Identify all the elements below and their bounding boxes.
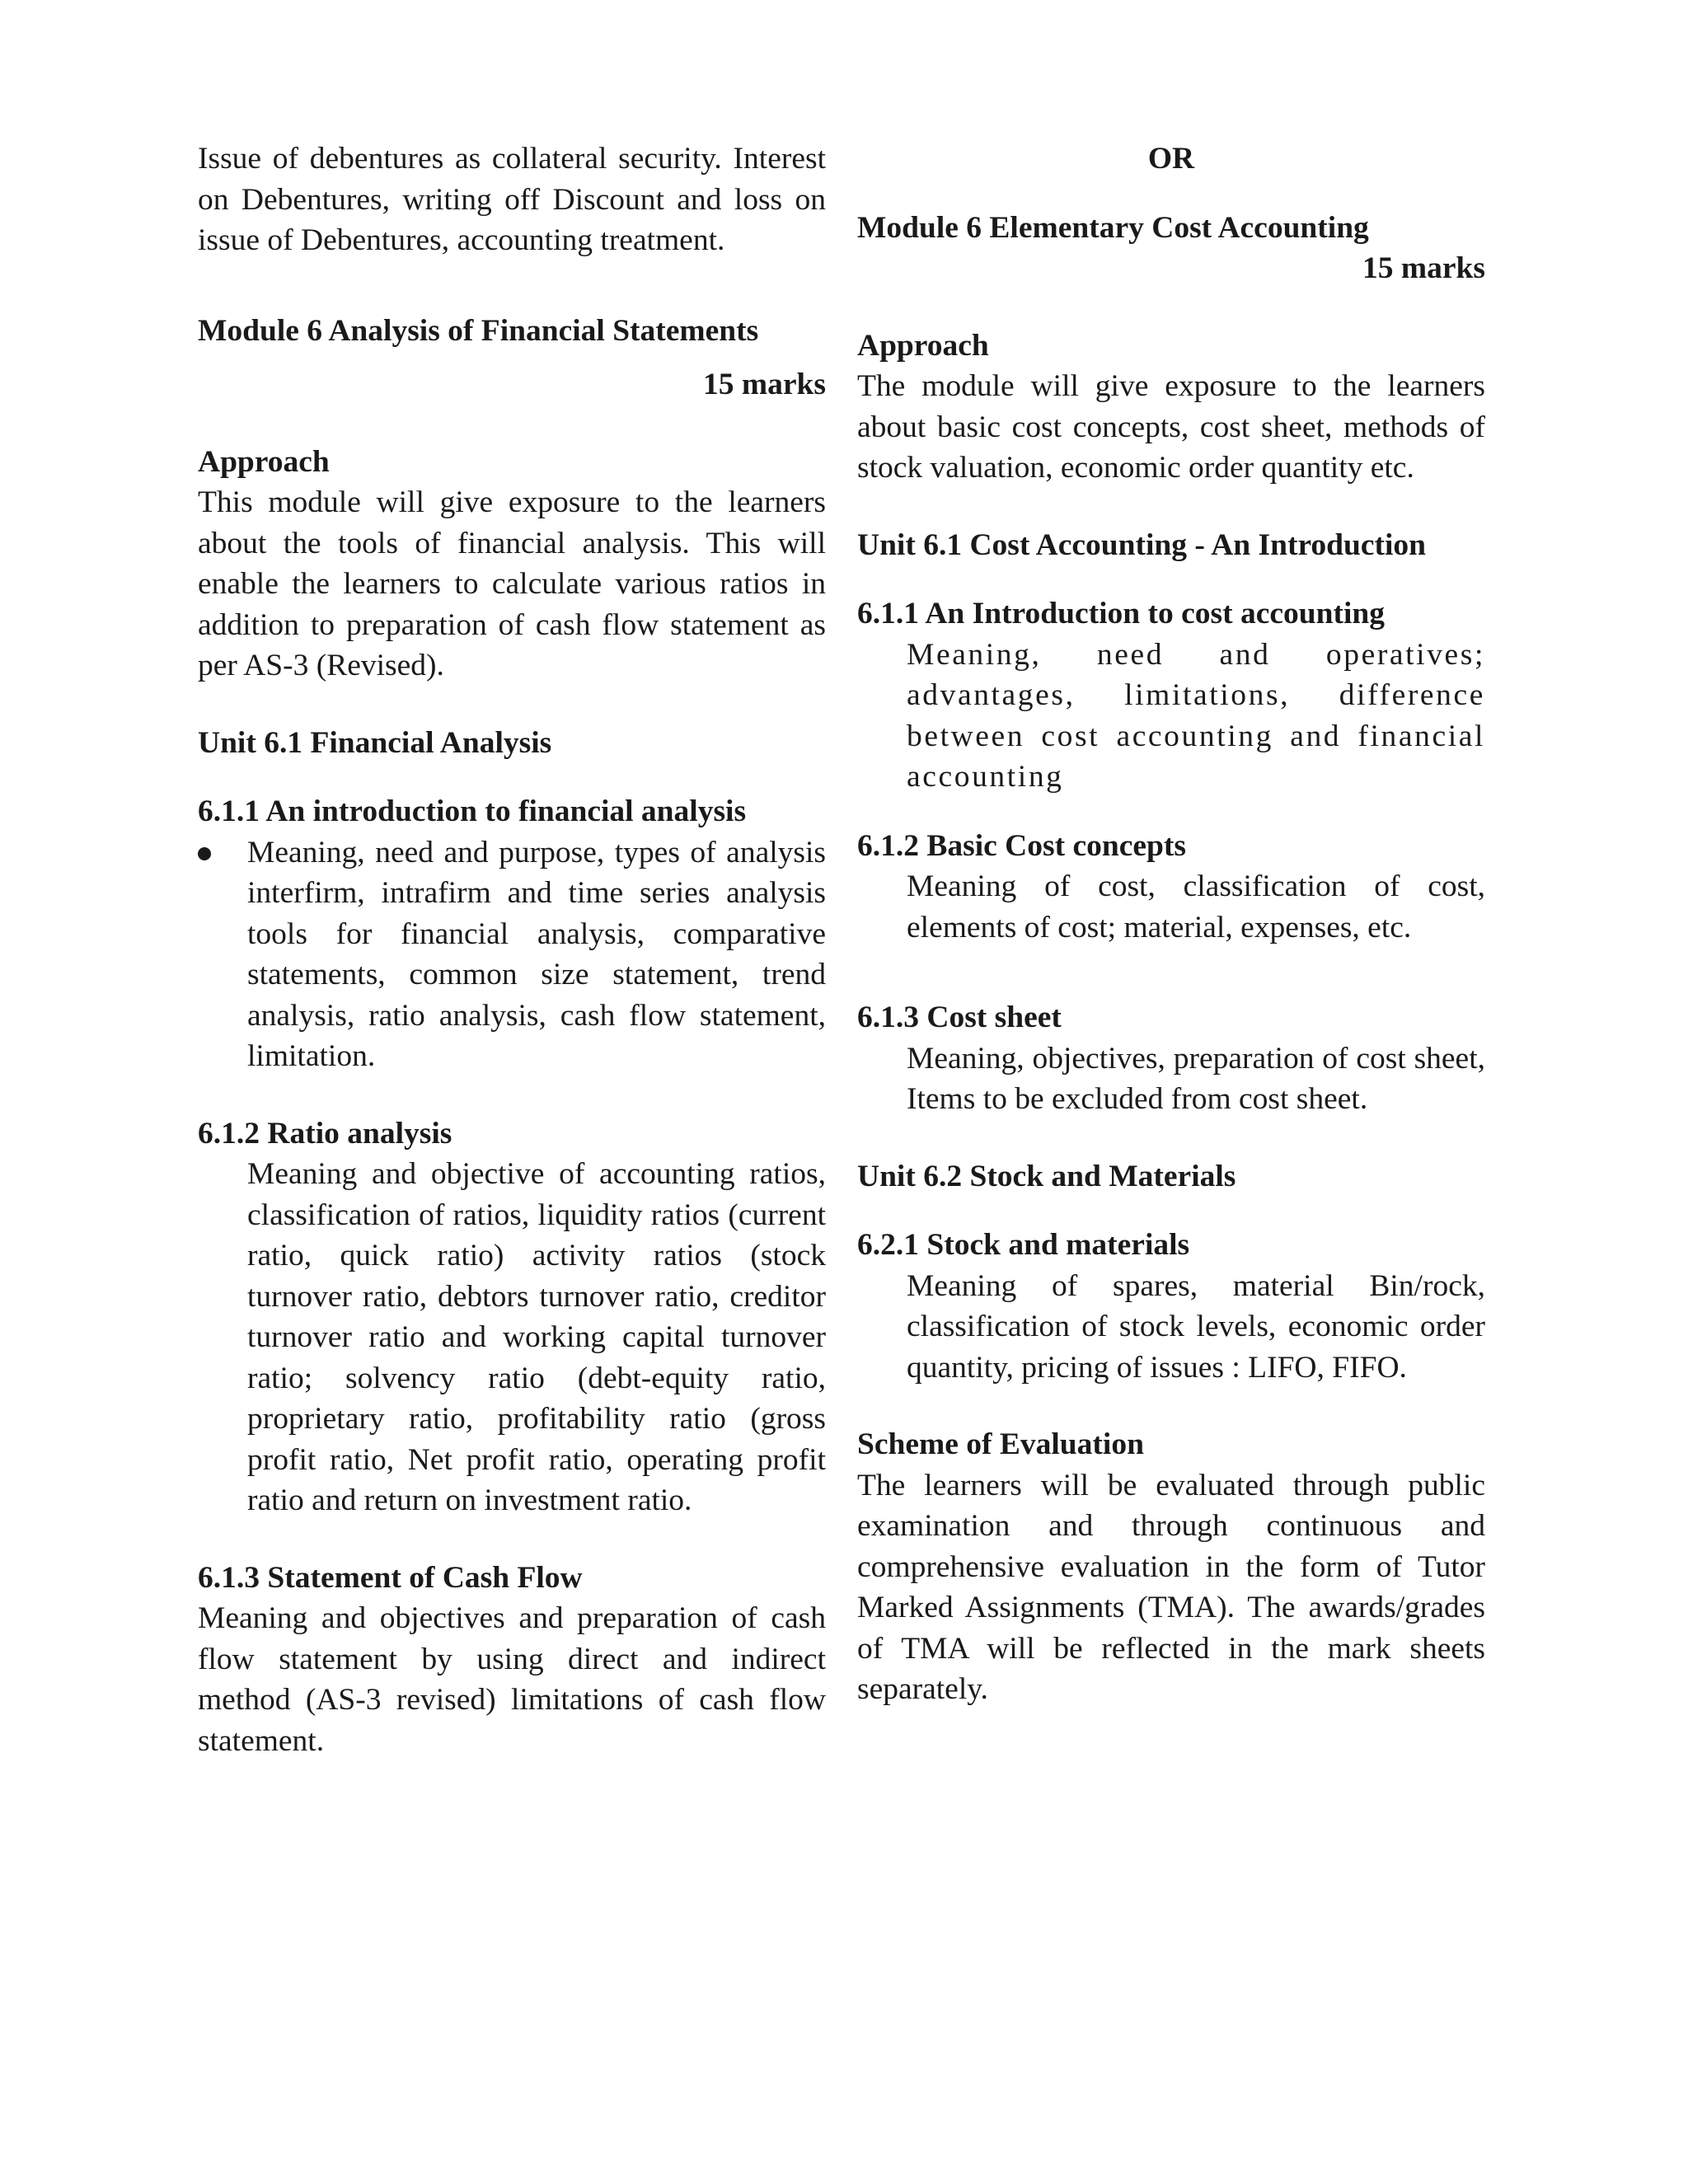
section-6-1-1-heading: 6.1.1 An introduction to financial analysis: [198, 794, 747, 828]
or-label: OR: [1147, 142, 1195, 176]
module-marks: 15 marks: [1362, 251, 1485, 285]
module-title-financial-statements: Module 6 Analysis of Financial Statements: [198, 313, 759, 348]
section-6-1-2-paragraph: Meaning and objective of accounting ratios, classification of ratios, liquidity ratios (current ratio, quick ratio) activity ratios (stock turnover ratio, debtors turnover ratio, creditor turnover ratio and working capital turnover ratio; solvency ratio (debt-equity ratio, proprietary ratio, profitability ratio (gross profit ratio, Net profit ratio, operating profit ratio and return on investment ratio.: [247, 1157, 826, 1517]
section-6-1-2-paragraph: Meaning of cost, classification of cost, elements of cost; material, expenses, etc.: [907, 869, 1485, 944]
module-marks: 15 marks: [703, 368, 826, 401]
approach-paragraph: The module will give exposure to the learners about basic cost concepts, cost sheet, methods of stock valuation, economic order quantity etc.: [857, 369, 1485, 485]
intro-paragraph: Issue of debentures as collateral security. Interest on Debentures, writing off Discount and loss on issue of Debentures, accounting treatment.: [198, 142, 826, 257]
section-6-1-1-heading: 6.1.1 An Introduction to cost accounting: [857, 597, 1385, 630]
section-6-1-3-heading: 6.1.3 Cost sheet: [857, 1001, 1062, 1034]
unit-heading-financial-analysis: Unit 6.1 Financial Analysis: [198, 725, 552, 760]
approach-heading: Approach: [857, 328, 989, 363]
module-title-cost-accounting: Module 6 Elementary Cost Accounting: [857, 210, 1369, 245]
unit-heading-stock-materials: Unit 6.2 Stock and Materials: [857, 1159, 1236, 1193]
section-6-2-1-paragraph: Meaning of spares, material Bin/rock, classification of stock levels, economic order quantity, pricing of issues : LIFO, FIFO.: [907, 1268, 1485, 1385]
section-6-1-3-heading: 6.1.3 Statement of Cash Flow: [198, 1560, 583, 1595]
section-6-1-2-heading: 6.1.2 Basic Cost concepts: [857, 828, 1186, 863]
bullet-text: Meaning, need and purpose, types of analysis interfirm, intrafirm and time series analysis tools for financial analysis, comparative statements, common size statement, trend analysis, ratio analysis, cash flow statement, limitation.: [247, 835, 826, 1073]
section-6-2-1-heading: 6.2.1 Stock and materials: [857, 1228, 1190, 1262]
section-6-1-3-paragraph: Meaning and objectives and preparation of cash flow statement by using direct and indirect method (AS-3 revised) limitations of cash flow statement.: [198, 1601, 826, 1758]
section-6-1-1-list: [198, 832, 826, 1077]
left-column: [198, 138, 826, 1761]
bullet-icon: [198, 847, 211, 860]
right-column: [857, 138, 1485, 1710]
scheme-paragraph: The learners will be evaluated through public examination and through continuous and comprehensive evaluation in the form of Tutor Marked Assignments (TMA). The awards/grades of TMA will be reflected in the mark sheets separately.: [857, 1468, 1485, 1706]
section-6-1-1-paragraph: Meaning, need and operatives; advantages, limitations, difference between cost accounting and financial accounting: [907, 637, 1485, 794]
section-6-1-3-paragraph: Meaning, objectives, preparation of cost sheet, Items to be excluded from cost sheet.: [907, 1041, 1485, 1116]
scheme-heading: Scheme of Evaluation: [857, 1427, 1144, 1461]
unit-heading-cost-accounting: Unit 6.1 Cost Accounting - An Introduction: [857, 527, 1427, 562]
approach-heading: Approach: [198, 444, 330, 479]
approach-paragraph: This module will give exposure to the learners about the tools of financial analysis. This will enable the learners to calculate various ratios in addition to preparation of cash flow statement as per AS-3 (Revised).: [198, 485, 826, 682]
section-6-1-2-heading: 6.1.2 Ratio analysis: [198, 1116, 452, 1151]
list-item: [198, 832, 826, 1077]
